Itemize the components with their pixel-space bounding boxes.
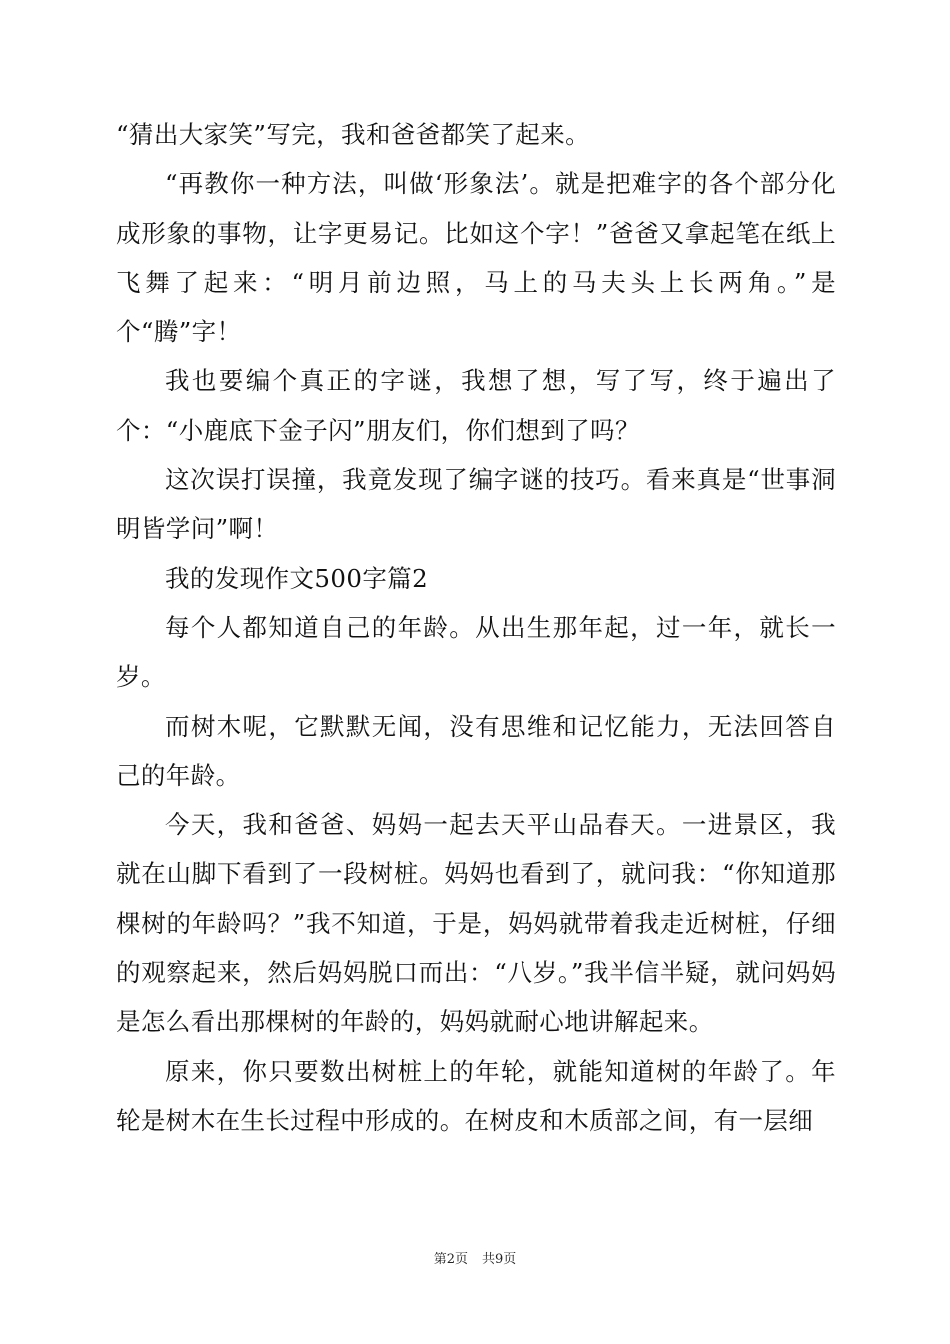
paragraph-7: 今天，我和爸爸、妈妈一起去天平山品春天。一进景区，我就在山脚下看到了一段树桩。妈妈也看到了，就问我：“你知道那棵树的年龄吗？”我不知道，于是，妈妈就带着我走近树桩，仔细的观察起来，然后妈妈脱口而出：“八岁。”我半信半疑，就问妈妈是怎么看出那棵树的年龄的，妈妈就耐心地讲解起来。: [116, 810, 836, 1037]
paragraph-6: 而树木呢，它默默无闻，没有思维和记忆能力，无法回答自己的年龄。: [116, 711, 836, 790]
paragraph-1: “猜出大家笑”写完，我和爸爸都笑了起来。: [116, 120, 591, 149]
page-number: 第2页: [433, 1252, 468, 1267]
paragraph-3: 我也要编个真正的字谜，我想了想，写了写，终于遍出了个：“小鹿底下金子闪”朋友们，你们想到了吗？: [116, 366, 836, 445]
section-heading: 我的发现作文500字篇2: [165, 563, 429, 593]
paragraph-4: 这次误打误撞，我竟发现了编字谜的技巧。看来真是“世事洞明皆学问”啊！: [116, 465, 836, 544]
paragraph-2: “再教你一种方法，叫做‘形象法’。就是把难字的各个部分化成形象的事物，让字更易记。比如这个字！”爸爸又拿起笔在纸上飞舞了起来：“明月前边照，马上的马夫头上长两角。”是个“腾”字！: [116, 169, 836, 347]
page-total: 共9页: [482, 1252, 517, 1267]
page-footer: [0, 1248, 950, 1267]
paragraph-8: 原来，你只要数出树桩上的年轮，就能知道树的年龄了。年轮是树木在生长过程中形成的。在树皮和木质部之间，有一层细: [116, 1056, 836, 1135]
paragraph-5: 每个人都知道自己的年龄。从出生那年起，过一年，就长一岁。: [116, 612, 836, 692]
document-body: [116, 110, 836, 1145]
